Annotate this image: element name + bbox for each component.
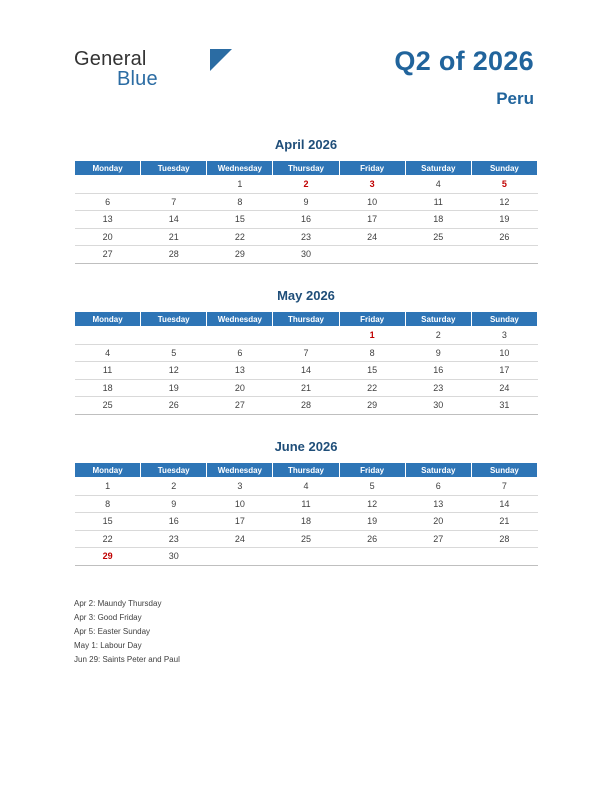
day-cell[interactable]: 14 — [273, 362, 339, 380]
week-row — [75, 478, 538, 496]
day-cell[interactable]: 9 — [273, 193, 339, 211]
day-cell[interactable]: 2 — [141, 478, 207, 496]
day-cell[interactable]: 16 — [273, 211, 339, 229]
day-cell[interactable]: 28 — [273, 397, 339, 415]
weekday-header-sunday: Sunday — [471, 161, 537, 176]
month-block — [74, 288, 538, 415]
weekday-header-monday: Monday — [75, 312, 141, 327]
day-cell[interactable]: 6 — [75, 193, 141, 211]
weekday-header-wednesday: Wednesday — [207, 161, 273, 176]
weekday-header-thursday: Thursday — [273, 161, 339, 176]
week-row — [75, 397, 538, 415]
day-cell[interactable]: 13 — [405, 495, 471, 513]
day-cell[interactable]: 11 — [273, 495, 339, 513]
month-table — [74, 462, 538, 566]
week-row — [75, 344, 538, 362]
holiday-item: Apr 2: Maundy Thursday — [74, 599, 162, 608]
day-cell[interactable]: 13 — [207, 362, 273, 380]
day-cell[interactable]: 27 — [405, 530, 471, 548]
week-row — [75, 176, 538, 194]
day-cell[interactable]: 26 — [339, 530, 405, 548]
day-cell[interactable]: 21 — [141, 228, 207, 246]
day-cell-empty — [471, 548, 537, 566]
day-cell[interactable]: 28 — [141, 246, 207, 264]
day-cell[interactable]: 23 — [405, 379, 471, 397]
day-cell[interactable]: 24 — [207, 530, 273, 548]
day-cell[interactable]: 18 — [405, 211, 471, 229]
logo — [74, 44, 274, 94]
day-cell[interactable]: 14 — [471, 495, 537, 513]
weekday-header-wednesday: Wednesday — [207, 312, 273, 327]
month-title: June 2026 — [274, 439, 338, 454]
weekday-header-sunday: Sunday — [471, 312, 537, 327]
day-cell[interactable]: 16 — [141, 513, 207, 531]
day-cell[interactable]: 27 — [207, 397, 273, 415]
day-cell[interactable]: 22 — [207, 228, 273, 246]
holiday-list — [74, 597, 474, 667]
holiday-item: Jun 29: Saints Peter and Paul — [74, 655, 180, 664]
day-cell[interactable]: 11 — [405, 193, 471, 211]
day-cell[interactable]: 31 — [471, 397, 537, 415]
day-cell[interactable]: 5 — [471, 176, 537, 194]
holiday-item: Apr 3: Good Friday — [74, 613, 142, 622]
day-cell[interactable]: 4 — [75, 344, 141, 362]
day-cell[interactable]: 3 — [339, 176, 405, 194]
day-cell[interactable]: 17 — [339, 211, 405, 229]
day-cell[interactable]: 13 — [75, 211, 141, 229]
day-cell[interactable]: 16 — [405, 362, 471, 380]
week-row — [75, 327, 538, 345]
weekday-header-friday: Friday — [339, 161, 405, 176]
month-table — [74, 160, 538, 264]
day-cell[interactable]: 29 — [207, 246, 273, 264]
day-cell[interactable]: 10 — [207, 495, 273, 513]
day-cell[interactable]: 8 — [207, 193, 273, 211]
weekday-header-saturday: Saturday — [405, 312, 471, 327]
day-cell[interactable]: 4 — [273, 478, 339, 496]
weekday-header-thursday: Thursday — [273, 312, 339, 327]
day-cell[interactable]: 27 — [75, 246, 141, 264]
day-cell[interactable]: 20 — [207, 379, 273, 397]
day-cell[interactable]: 20 — [405, 513, 471, 531]
weekday-header-monday: Monday — [75, 463, 141, 478]
day-cell[interactable]: 23 — [273, 228, 339, 246]
day-cell[interactable]: 26 — [141, 397, 207, 415]
page-subtitle-country: Peru — [496, 89, 534, 108]
day-cell[interactable]: 9 — [405, 344, 471, 362]
day-cell[interactable]: 1 — [75, 478, 141, 496]
weekday-header-wednesday: Wednesday — [207, 463, 273, 478]
day-cell[interactable]: 2 — [405, 327, 471, 345]
weekday-header-friday: Friday — [339, 463, 405, 478]
day-cell-empty — [273, 327, 339, 345]
day-cell[interactable]: 11 — [75, 362, 141, 380]
day-cell[interactable]: 8 — [339, 344, 405, 362]
day-cell[interactable]: 14 — [141, 211, 207, 229]
day-cell[interactable]: 15 — [339, 362, 405, 380]
month-title: April 2026 — [274, 137, 338, 152]
day-cell[interactable]: 2 — [273, 176, 339, 194]
day-cell[interactable]: 10 — [339, 193, 405, 211]
day-cell[interactable]: 25 — [405, 228, 471, 246]
week-row — [75, 530, 538, 548]
logo-triangle-icon — [210, 49, 232, 71]
day-cell[interactable]: 19 — [471, 211, 537, 229]
day-cell[interactable]: 7 — [273, 344, 339, 362]
day-cell-empty — [75, 176, 141, 194]
day-cell[interactable]: 30 — [273, 246, 339, 264]
month-block — [74, 439, 538, 566]
day-cell[interactable]: 15 — [75, 513, 141, 531]
day-cell-empty — [141, 176, 207, 194]
weekday-header-tuesday: Tuesday — [141, 312, 207, 327]
weekday-header-sunday: Sunday — [471, 463, 537, 478]
day-cell[interactable]: 7 — [471, 478, 537, 496]
week-row — [75, 379, 538, 397]
week-row — [75, 228, 538, 246]
day-cell[interactable]: 4 — [405, 176, 471, 194]
day-cell-empty — [75, 327, 141, 345]
day-cell[interactable]: 5 — [339, 478, 405, 496]
week-row — [75, 211, 538, 229]
day-cell[interactable]: 19 — [339, 513, 405, 531]
day-cell[interactable]: 22 — [339, 379, 405, 397]
day-cell[interactable]: 1 — [339, 327, 405, 345]
day-cell[interactable]: 28 — [471, 530, 537, 548]
day-cell-empty — [405, 246, 471, 264]
logo-text-blue: Blue — [117, 68, 158, 90]
weekday-header-saturday: Saturday — [405, 161, 471, 176]
day-cell[interactable]: 25 — [75, 397, 141, 415]
day-cell[interactable]: 12 — [339, 495, 405, 513]
day-cell-empty — [339, 246, 405, 264]
day-cell[interactable]: 18 — [75, 379, 141, 397]
holiday-item: May 1: Labour Day — [74, 641, 142, 650]
weekday-header-tuesday: Tuesday — [141, 161, 207, 176]
page-title: Q2 of 2026 — [394, 46, 534, 76]
weekday-header-friday: Friday — [339, 312, 405, 327]
day-cell[interactable]: 30 — [141, 548, 207, 566]
day-cell[interactable]: 12 — [471, 193, 537, 211]
week-row — [75, 513, 538, 531]
weekday-header-row — [75, 312, 538, 327]
day-cell[interactable]: 1 — [207, 176, 273, 194]
day-cell-empty — [207, 327, 273, 345]
week-row — [75, 495, 538, 513]
day-cell[interactable]: 8 — [75, 495, 141, 513]
day-cell[interactable]: 18 — [273, 513, 339, 531]
day-cell-empty — [339, 548, 405, 566]
month-title: May 2026 — [277, 288, 335, 303]
day-cell[interactable]: 12 — [141, 362, 207, 380]
day-cell[interactable]: 24 — [471, 379, 537, 397]
logo-text-general: General — [74, 48, 147, 70]
day-cell[interactable]: 3 — [207, 478, 273, 496]
day-cell[interactable]: 17 — [207, 513, 273, 531]
day-cell[interactable]: 29 — [75, 548, 141, 566]
week-row — [75, 362, 538, 380]
day-cell[interactable]: 20 — [75, 228, 141, 246]
month-table — [74, 311, 538, 415]
day-cell[interactable]: 5 — [141, 344, 207, 362]
day-cell[interactable]: 25 — [273, 530, 339, 548]
week-row — [75, 246, 538, 264]
day-cell[interactable]: 19 — [141, 379, 207, 397]
day-cell-empty — [141, 327, 207, 345]
month-block — [74, 137, 538, 264]
day-cell[interactable]: 23 — [141, 530, 207, 548]
day-cell[interactable]: 10 — [471, 344, 537, 362]
weekday-header-row — [75, 161, 538, 176]
day-cell-empty — [405, 548, 471, 566]
day-cell[interactable]: 7 — [141, 193, 207, 211]
day-cell[interactable]: 26 — [471, 228, 537, 246]
day-cell-empty — [471, 246, 537, 264]
holiday-item: Apr 5: Easter Sunday — [74, 627, 151, 636]
day-cell[interactable]: 29 — [339, 397, 405, 415]
day-cell[interactable]: 6 — [207, 344, 273, 362]
week-row — [75, 548, 538, 566]
week-row — [75, 193, 538, 211]
weekday-header-thursday: Thursday — [273, 463, 339, 478]
day-cell-empty — [273, 548, 339, 566]
day-cell[interactable]: 15 — [207, 211, 273, 229]
weekday-header-saturday: Saturday — [405, 463, 471, 478]
day-cell[interactable]: 30 — [405, 397, 471, 415]
day-cell[interactable]: 21 — [273, 379, 339, 397]
day-cell[interactable]: 6 — [405, 478, 471, 496]
day-cell[interactable]: 22 — [75, 530, 141, 548]
day-cell[interactable]: 21 — [471, 513, 537, 531]
day-cell[interactable]: 3 — [471, 327, 537, 345]
day-cell[interactable]: 17 — [471, 362, 537, 380]
weekday-header-tuesday: Tuesday — [141, 463, 207, 478]
weekday-header-row — [75, 463, 538, 478]
day-cell[interactable]: 24 — [339, 228, 405, 246]
day-cell-empty — [207, 548, 273, 566]
weekday-header-monday: Monday — [75, 161, 141, 176]
day-cell[interactable]: 9 — [141, 495, 207, 513]
